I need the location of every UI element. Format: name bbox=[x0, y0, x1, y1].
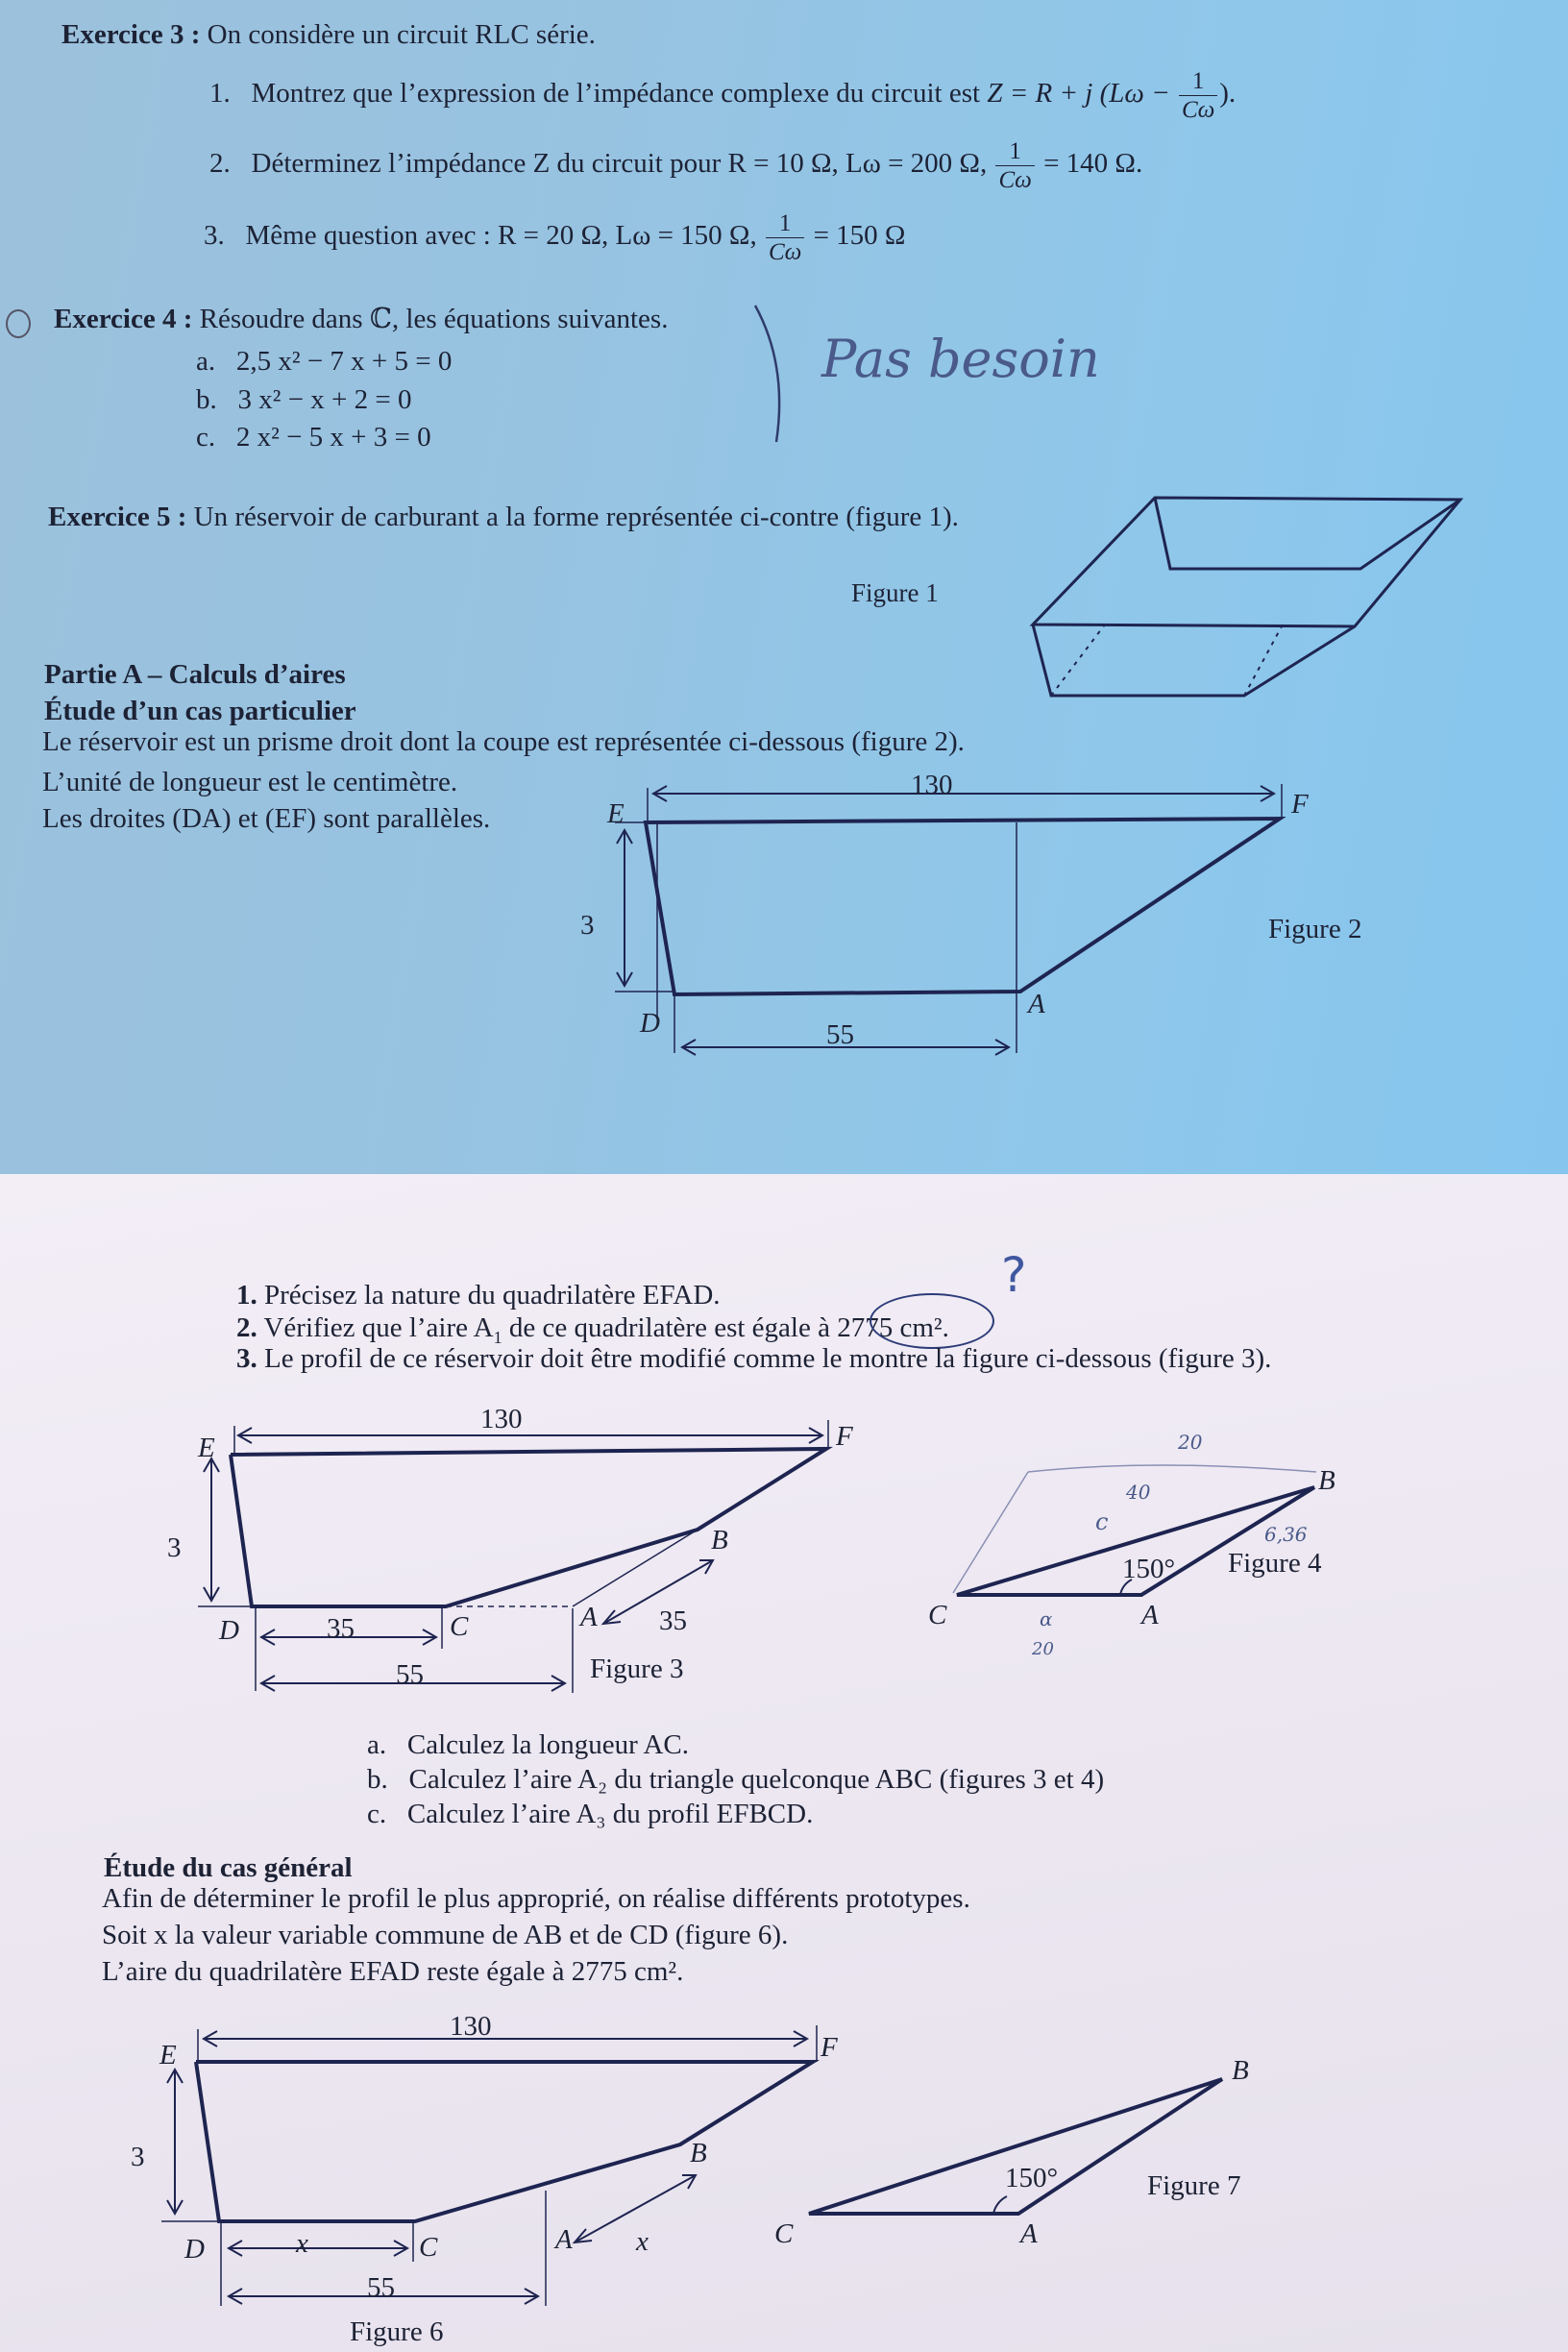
figure-2-caption: Figure 2 bbox=[1268, 914, 1362, 944]
point-d-label: D bbox=[219, 1615, 239, 1646]
handwritten-note: 40 bbox=[1126, 1481, 1151, 1504]
point-e-label: E bbox=[159, 2040, 177, 2070]
dimension-3: 3 bbox=[580, 910, 595, 941]
q3-number: 3. bbox=[236, 1343, 257, 1374]
point-b-label: B bbox=[711, 1525, 728, 1556]
sub-label: a. bbox=[367, 1729, 387, 1760]
figure-4-caption: Figure 4 bbox=[1228, 1548, 1322, 1579]
point-a-label: A bbox=[555, 2224, 573, 2255]
handwritten-note: Pas besoin bbox=[821, 329, 1100, 389]
handwritten-note: 20 bbox=[1178, 1431, 1203, 1454]
q3-number: 3. bbox=[204, 220, 225, 252]
q1-end: ). bbox=[1219, 78, 1237, 110]
q1-number: 1. bbox=[209, 78, 231, 110]
part-a-line-1: Le réservoir est un prisme droit dont la coupe est représentée ci-dessous (figure 2). bbox=[42, 726, 965, 757]
q2-text-b: de ce quadrilatère est égale à bbox=[508, 1312, 830, 1343]
q2-end: = 140 Ω. bbox=[1043, 148, 1143, 180]
q3-end: = 150 Ω bbox=[813, 220, 906, 252]
angle-150-label: 150° bbox=[1005, 2163, 1059, 2193]
point-e-label: E bbox=[607, 798, 625, 829]
q1-text: Précisez la nature du quadrilatère EFAD. bbox=[264, 1280, 721, 1311]
dimension-130: 130 bbox=[450, 2011, 492, 2042]
point-a-label: A bbox=[1141, 1600, 1159, 1630]
sub-text: Calculez l’aire A₃ du profil EFBCD. bbox=[406, 1799, 814, 1829]
q1-formula: Z = R + j (Lω − bbox=[987, 78, 1170, 110]
figure-1-caption: Figure 1 bbox=[851, 578, 939, 607]
fraction-denominator: Cω bbox=[769, 239, 802, 265]
part-a-line-2: L’unité de longueur est le centimètre. bbox=[42, 767, 458, 797]
q1-number: 1. bbox=[236, 1280, 257, 1311]
dimension-35-dc: 35 bbox=[327, 1613, 355, 1644]
dimension-3: 3 bbox=[131, 2142, 145, 2172]
figure-7-caption: Figure 7 bbox=[1147, 2170, 1241, 2201]
fraction-denominator: Cω bbox=[1181, 97, 1215, 123]
handwritten-question-mark: ? bbox=[1001, 1247, 1027, 1303]
sub-label: b. bbox=[367, 1764, 388, 1795]
dimension-55: 55 bbox=[367, 2272, 395, 2303]
point-b-label: B bbox=[690, 2138, 707, 2168]
exercise-3-title: Exercice 3 : bbox=[61, 19, 201, 50]
item-equation: 2,5 x² − 7 x + 5 = 0 bbox=[235, 346, 453, 377]
q2-number: 2. bbox=[209, 148, 231, 180]
general-line-3: L’aire du quadrilatère EFAD reste égale à 2775 cm². bbox=[102, 1956, 684, 1987]
point-c-label: C bbox=[450, 1611, 469, 1642]
handwritten-note: α bbox=[1040, 1607, 1053, 1630]
point-f-label: F bbox=[1291, 789, 1309, 820]
dimension-55: 55 bbox=[396, 1659, 424, 1690]
general-case-title: Étude du cas général bbox=[104, 1852, 353, 1883]
part-a-title: Partie A – Calculs d’aires bbox=[44, 659, 346, 690]
fraction-numerator: 1 bbox=[995, 139, 1034, 166]
q3-text: Le profil de ce réservoir doit être modifié comme le montre la figure ci-dessous (figure 3). bbox=[264, 1343, 1272, 1374]
fraction-denominator: Cω bbox=[998, 167, 1032, 193]
angle-arc bbox=[993, 2196, 1007, 2214]
dimension-55: 55 bbox=[826, 1019, 854, 1050]
point-f-label: F bbox=[836, 1421, 853, 1452]
point-b-label: B bbox=[1318, 1465, 1335, 1496]
exercise-3-intro: On considère un circuit RLC série. bbox=[207, 19, 596, 50]
handwritten-note: 20 bbox=[1032, 1639, 1054, 1659]
exercise-4-intro: Résoudre dans ℂ, les équations suivantes. bbox=[199, 304, 669, 334]
q1-text: Montrez que l’expression de l’impédance complexe du circuit est bbox=[251, 78, 981, 110]
item-label: a. bbox=[196, 346, 216, 377]
sub-text: Calculez l’aire A₂ du triangle quelconque ABC (figures 3 et 4) bbox=[408, 1764, 1105, 1795]
point-b-label: B bbox=[1232, 2055, 1249, 2086]
dimension-x-dc: x bbox=[296, 2228, 308, 2259]
exercise-5-intro: Un réservoir de carburant a la forme représentée ci-contre (figure 1). bbox=[193, 502, 959, 532]
point-c-label: C bbox=[419, 2232, 438, 2263]
item-equation: 2 x² − 5 x + 3 = 0 bbox=[235, 422, 431, 453]
exercise-4-title: Exercice 4 : bbox=[54, 304, 193, 334]
dimension-130: 130 bbox=[911, 770, 953, 800]
sub-label: c. bbox=[367, 1799, 387, 1829]
dimension-x-ab: x bbox=[636, 2226, 649, 2257]
q2-number: 2. bbox=[236, 1312, 257, 1343]
item-label: c. bbox=[196, 422, 216, 453]
point-c-label: C bbox=[928, 1600, 947, 1630]
item-equation: 3 x² − x + 2 = 0 bbox=[237, 384, 412, 415]
q2-value: 2775 cm². bbox=[837, 1312, 949, 1343]
dimension-130: 130 bbox=[480, 1404, 523, 1434]
dimension-35-ab: 35 bbox=[659, 1605, 687, 1636]
point-a-label: A bbox=[580, 1602, 598, 1632]
part-a-line-3: Les droites (DA) et (EF) sont parallèles. bbox=[42, 803, 491, 834]
point-d-label: D bbox=[184, 2234, 205, 2265]
sub-text: Calculez la longueur AC. bbox=[406, 1729, 690, 1760]
q2-text: Déterminez l’impédance Z du circuit pour R = 10 Ω, Lω = 200 Ω, bbox=[251, 148, 988, 180]
point-a-label: A bbox=[1028, 989, 1045, 1019]
dimension-3: 3 bbox=[167, 1532, 182, 1563]
point-e-label: E bbox=[198, 1433, 215, 1463]
point-a-label: A bbox=[1020, 2218, 1038, 2249]
point-f-label: F bbox=[821, 2032, 838, 2063]
general-line-1: Afin de déterminer le profil le plus approprié, on réalise différents prototypes. bbox=[102, 1883, 970, 1914]
figure-3-caption: Figure 3 bbox=[590, 1654, 684, 1684]
q3-text: Même question avec : R = 20 Ω, Lω = 150 Ω, bbox=[245, 220, 757, 252]
particular-case-title: Étude d’un cas particulier bbox=[44, 696, 356, 726]
point-d-label: D bbox=[640, 1008, 660, 1039]
item-label: b. bbox=[196, 384, 217, 415]
fraction-numerator: 1 bbox=[1179, 69, 1217, 96]
exercise-5-title: Exercice 5 : bbox=[48, 502, 187, 532]
handwritten-note: c bbox=[1095, 1508, 1109, 1535]
q2-text-a: Vérifiez que l’aire A bbox=[263, 1312, 494, 1343]
fraction-numerator: 1 bbox=[766, 211, 804, 238]
general-line-2: Soit x la valeur variable commune de AB et de CD (figure 6). bbox=[102, 1920, 789, 1950]
figure-6-caption: Figure 6 bbox=[350, 2316, 444, 2347]
handwritten-note: 6,36 bbox=[1264, 1523, 1308, 1546]
angle-150-label: 150° bbox=[1122, 1554, 1176, 1584]
point-c-label: C bbox=[774, 2218, 794, 2249]
q2-subscript: 1 bbox=[493, 1327, 502, 1347]
